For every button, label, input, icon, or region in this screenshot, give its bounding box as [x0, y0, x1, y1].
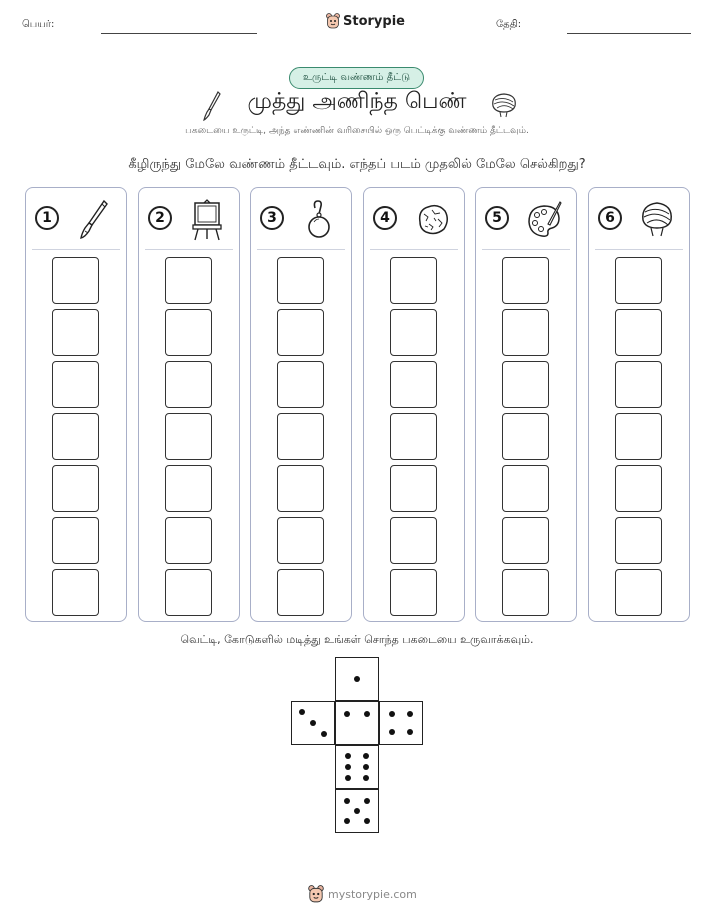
cut-instruction: வெட்டி, கோடுகளில் மடித்து உங்கள் சொந்த பகடையை உருவாக்கவும். [180, 633, 534, 646]
color-box[interactable] [502, 413, 549, 460]
dice-face-2[interactable] [335, 701, 379, 745]
easel-icon [189, 198, 225, 242]
color-box[interactable] [277, 257, 324, 304]
color-box[interactable] [165, 465, 212, 512]
color-box[interactable] [502, 309, 549, 356]
paintbrush-icon [76, 198, 112, 242]
date-line[interactable] [567, 33, 691, 34]
color-box[interactable] [390, 413, 437, 460]
color-box[interactable] [502, 517, 549, 564]
color-box[interactable] [165, 361, 212, 408]
color-box[interactable] [390, 257, 437, 304]
dice-pip [407, 729, 413, 735]
dice-face-4[interactable] [379, 701, 423, 745]
color-box[interactable] [390, 517, 437, 564]
color-box[interactable] [502, 257, 549, 304]
dice-face-1[interactable] [335, 657, 379, 701]
color-box[interactable] [52, 517, 99, 564]
column-divider [257, 249, 345, 250]
rock-icon [414, 198, 450, 242]
column-number: 1 [35, 206, 59, 230]
column-header [139, 196, 239, 246]
dice-pip [407, 711, 413, 717]
footer-url[interactable]: mystorypie.com [328, 887, 417, 901]
color-box[interactable] [52, 361, 99, 408]
column-divider [595, 249, 683, 250]
dice-pip [364, 711, 370, 717]
dice-pip [364, 818, 370, 824]
turban-icon [489, 90, 519, 120]
column-divider [370, 249, 458, 250]
column-3 [250, 187, 352, 622]
column-2 [138, 187, 240, 622]
column-number: 5 [485, 206, 509, 230]
color-box[interactable] [52, 309, 99, 356]
storypie-mascot-icon [326, 13, 340, 29]
dice-pip [310, 720, 316, 726]
color-box[interactable] [277, 465, 324, 512]
column-header [476, 196, 576, 246]
color-box[interactable] [615, 569, 662, 616]
color-box[interactable] [165, 413, 212, 460]
color-box[interactable] [277, 517, 324, 564]
column-4 [363, 187, 465, 622]
color-box[interactable] [390, 465, 437, 512]
name-label: பெயர்: [22, 19, 55, 30]
dice-pip [389, 711, 395, 717]
column-divider [32, 249, 120, 250]
dice-pip [389, 729, 395, 735]
turban-icon [639, 198, 675, 242]
color-box[interactable] [615, 257, 662, 304]
color-box[interactable] [52, 257, 99, 304]
color-box[interactable] [502, 465, 549, 512]
color-box[interactable] [615, 309, 662, 356]
color-box[interactable] [165, 569, 212, 616]
color-box[interactable] [165, 309, 212, 356]
dice-pip [344, 711, 350, 717]
color-box[interactable] [615, 517, 662, 564]
color-box[interactable] [390, 361, 437, 408]
column-header [364, 196, 464, 246]
column-header [589, 196, 689, 246]
dice-pip [345, 764, 351, 770]
instruction-text: பகடையை உருட்டி, அந்த எண்ணின் வரிசையில் ஒரு பெட்டிக்கு வண்ணம் தீட்டவும். [185, 126, 529, 136]
column-number: 6 [598, 206, 622, 230]
pearl-earring-icon [301, 198, 337, 242]
color-box[interactable] [277, 569, 324, 616]
dice-pip [363, 764, 369, 770]
brand-name: Storypie [343, 13, 405, 29]
dice-face-3[interactable] [291, 701, 335, 745]
dice-pip [363, 753, 369, 759]
color-box[interactable] [277, 413, 324, 460]
column-6 [588, 187, 690, 622]
brand-logo [326, 13, 405, 29]
column-header [251, 196, 351, 246]
dice-pip [364, 798, 370, 804]
color-box[interactable] [502, 569, 549, 616]
footer [308, 885, 417, 903]
column-number: 2 [148, 206, 172, 230]
dice-pip [299, 709, 305, 715]
column-number: 4 [373, 206, 397, 230]
column-5 [475, 187, 577, 622]
storypie-mascot-icon [308, 885, 324, 903]
color-box[interactable] [277, 361, 324, 408]
dice-pip [354, 808, 360, 814]
color-box[interactable] [52, 569, 99, 616]
dice-pip [345, 753, 351, 759]
color-box[interactable] [615, 361, 662, 408]
date-label: தேதி: [496, 19, 522, 30]
color-box[interactable] [165, 517, 212, 564]
column-divider [482, 249, 570, 250]
column-header [26, 196, 126, 246]
color-box[interactable] [615, 465, 662, 512]
color-box[interactable] [615, 413, 662, 460]
column-divider [145, 249, 233, 250]
dice-face-5[interactable] [335, 789, 379, 833]
dice-pip [344, 798, 350, 804]
dice-pip [321, 731, 327, 737]
dice-pip [345, 775, 351, 781]
color-box[interactable] [277, 309, 324, 356]
name-line[interactable] [101, 33, 257, 34]
color-box[interactable] [52, 413, 99, 460]
color-box[interactable] [390, 569, 437, 616]
dice-pip [354, 676, 360, 682]
page-title: முத்து அணிந்த பெண் [247, 89, 467, 114]
color-box[interactable] [502, 361, 549, 408]
color-box[interactable] [165, 257, 212, 304]
color-box[interactable] [390, 309, 437, 356]
dice-pip [344, 818, 350, 824]
activity-badge: உருட்டி வண்ணம் தீட்டு [289, 67, 424, 89]
dice-face-6[interactable] [335, 745, 379, 789]
column-number: 3 [260, 206, 284, 230]
question-text: கீழிருந்து மேலே வண்ணம் தீட்டவும். எந்தப் படம் முதலில் மேலே செல்கிறது? [128, 157, 586, 172]
column-1 [25, 187, 127, 622]
color-box[interactable] [52, 465, 99, 512]
dice-pip [363, 775, 369, 781]
palette-icon [526, 198, 562, 242]
